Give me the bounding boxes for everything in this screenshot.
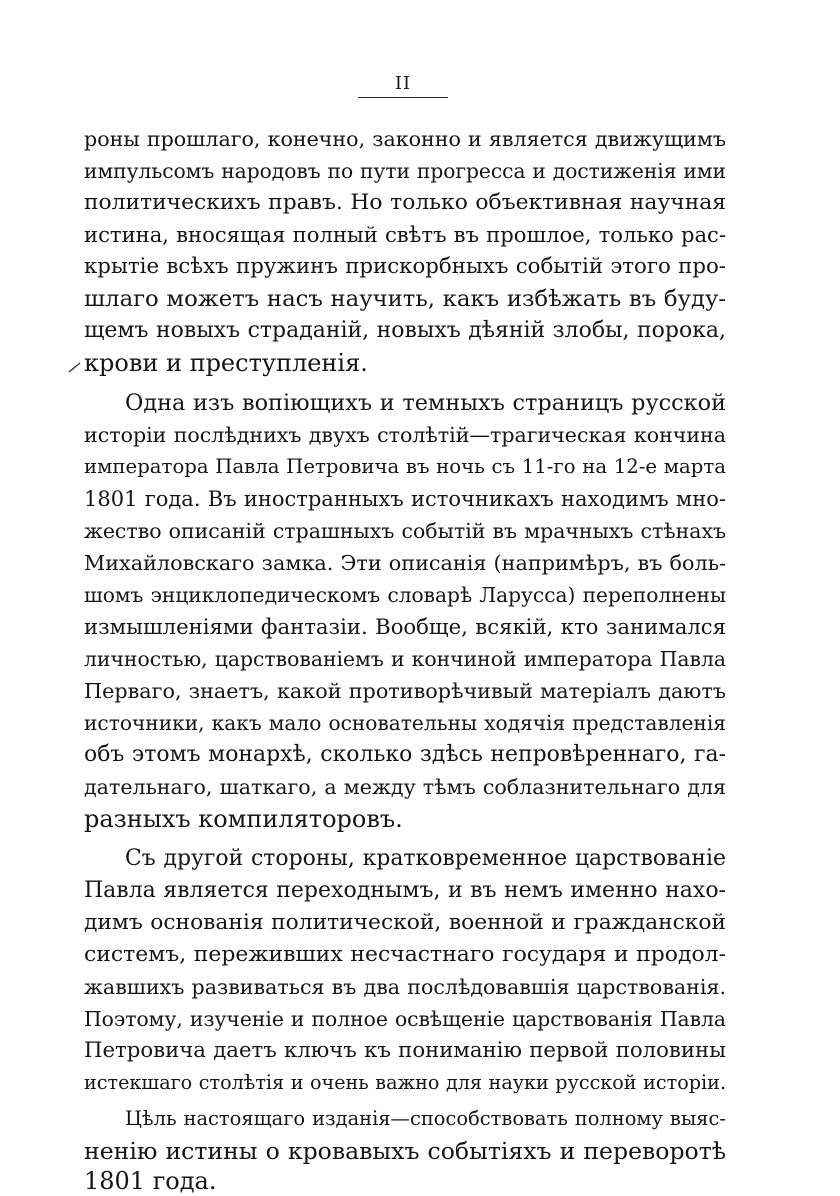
text-line: импульсомъ народовъ по пути прогресса и достиженія ими	[84, 159, 726, 183]
text-line: жавшихъ развиваться въ два послѣдовавшія царствованія.	[84, 975, 726, 999]
text-line: Михайловскаго замка. Эти описанія (напримѣръ, въ боль-	[84, 551, 726, 575]
text-line: шомъ энциклопедическомъ словарѣ Ларусса) переполнены	[84, 583, 726, 607]
text-line: щемъ новыхъ страданій, новыхъ дѣяній злобы, порока,	[84, 318, 726, 343]
text-line: дательнаго, шаткаго, а между тѣмъ соблазнительнаго для	[84, 775, 726, 799]
header-rule	[358, 97, 448, 98]
text-line: жество описаній страшныхъ событій въ мрачныхъ стѣнахъ	[84, 519, 726, 543]
text-line: крытіе всѣхъ пружинъ прискорбныхъ событій этого про-	[84, 254, 726, 279]
text-line: 1801 года.	[84, 1167, 217, 1195]
text-line: исторіи послѣднихъ двухъ столѣтій—трагическая кончина	[84, 423, 726, 447]
text-line: истекшаго столѣтія и очень важно для науки русской исторіи.	[84, 1071, 726, 1094]
text-line: Павла является переходнымъ, и въ немъ именно нахо-	[84, 878, 726, 903]
text-line: шлаго можетъ насъ научить, какъ избѣжать въ буду-	[84, 286, 726, 312]
text-line: разныхъ компиляторовъ.	[84, 805, 403, 833]
page-number: II	[394, 73, 412, 94]
text-line: ненію истины о кровавыхъ событіяхъ и переворотѣ	[84, 1137, 726, 1165]
text-line: императора Павла Петровича въ ночь съ 11-го на 12-е марта	[84, 455, 726, 478]
text-line: личностью, царствованіемъ и кончиной императора Павла	[84, 647, 726, 671]
text-line: истина, вносящая полный свѣтъ въ прошлое, только рас-	[84, 222, 726, 247]
text-line: Съ другой стороны, кратковременное царствованіе	[125, 846, 726, 871]
text-line: политическихъ правъ. Но только объективная научная	[84, 190, 726, 215]
text-line: 1801 года. Въ иностранныхъ источникахъ находимъ мно-	[84, 486, 726, 511]
text-line: Одна изъ вопіющихъ и темныхъ страницъ русской	[125, 390, 726, 416]
text-line: димъ основанія политической, военной и гражданской	[84, 910, 726, 935]
text-line: Поэтому, изученіе и полное освѣщеніе царствованія Павла	[84, 1007, 726, 1031]
text-line: крови и преступленія.	[84, 349, 368, 377]
text-line: Цѣль настоящаго изданія—способствовать полному выяс-	[125, 1107, 726, 1130]
text-line: системъ, переживших несчастнаго государя и продол-	[84, 942, 726, 967]
margin-pencil-mark	[68, 360, 82, 374]
text-line: объ этомъ монархѣ, сколько здѣсь непровѣреннаго, га-	[84, 742, 726, 767]
text-line: роны прошлаго, конечно, законно и является движущимъ	[84, 127, 726, 151]
text-line: измышленіями фантазіи. Вообще, всякій, кто занимался	[84, 614, 726, 639]
text-line: Перваго, знаетъ, какой противорѣчивый матеріалъ даютъ	[84, 679, 726, 703]
text-line: Петровича даетъ ключъ къ пониманію первой половины	[84, 1038, 726, 1063]
text-line: источники, какъ мало основательны ходячія представленія	[84, 711, 726, 735]
